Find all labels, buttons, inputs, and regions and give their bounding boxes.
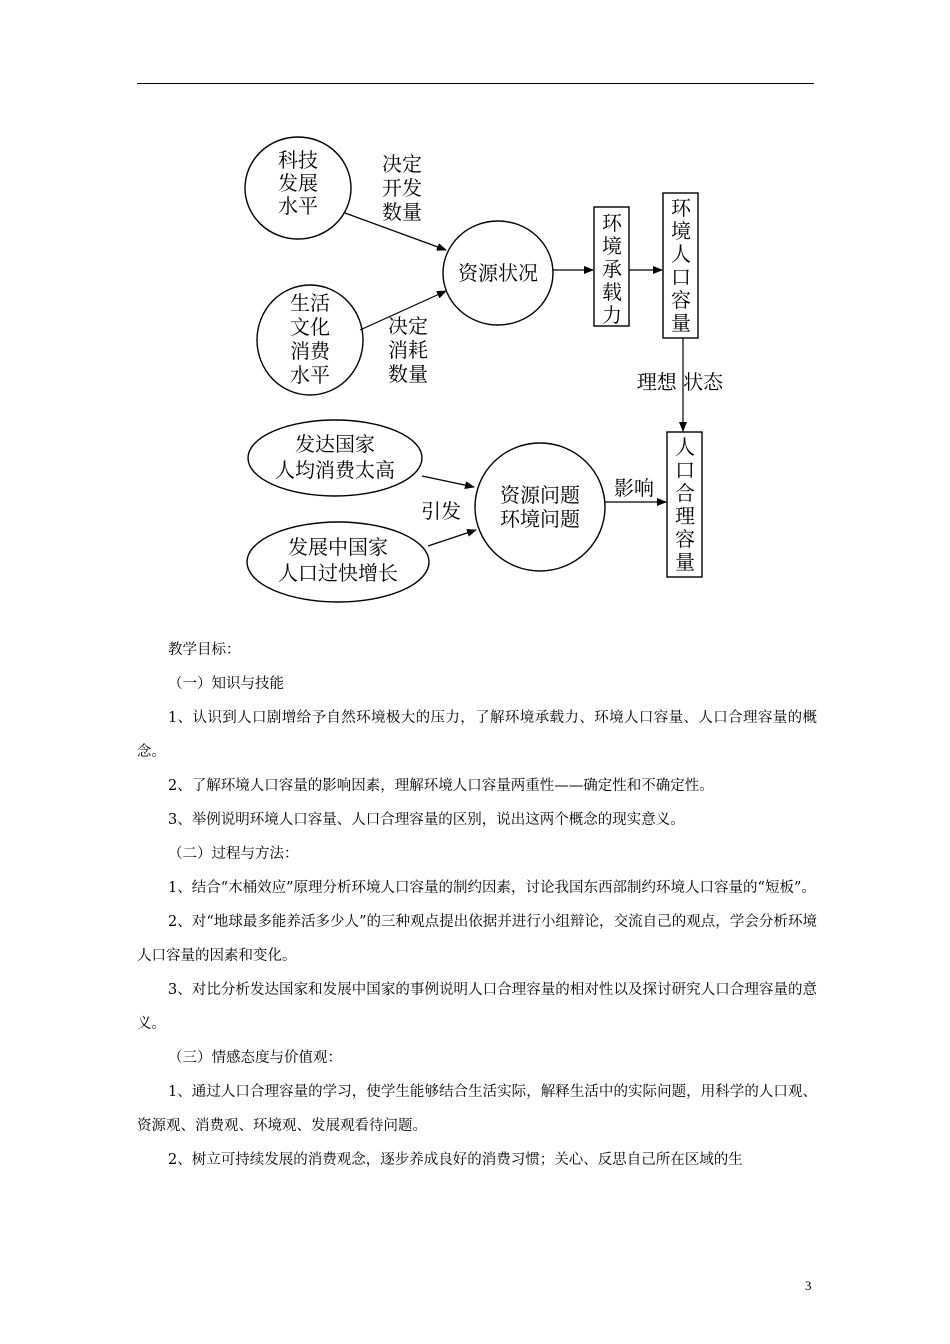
developed-line2: 人均消费太高 bbox=[275, 458, 395, 482]
tech-circle-line3: 水平 bbox=[278, 194, 318, 218]
page-number: 3 bbox=[805, 1278, 812, 1293]
trigger-label: 引发 bbox=[421, 499, 461, 523]
developed-line1: 发达国家 bbox=[295, 432, 375, 456]
section-knowledge: （一）知识与技能 bbox=[168, 676, 284, 692]
influence-label: 影响 bbox=[614, 476, 654, 500]
process-item-3: 3、对比分析发达国家和发展中国家的事例说明人口合理容量的相对性以及探讨研究人口合理容量的意义。 bbox=[137, 982, 817, 1032]
life-circle-line3: 消费 bbox=[290, 339, 330, 363]
section-process: （二）过程与方法： bbox=[168, 846, 299, 862]
reasonable-capacity-label: 人口合理容量 bbox=[675, 435, 695, 574]
arrow-developing-to-problems bbox=[428, 530, 476, 546]
tech-circle-line1: 科技 bbox=[278, 148, 318, 172]
life-circle-line4: 水平 bbox=[290, 363, 330, 387]
values-item-2: 2、树立可持续发展的消费观念，逐步养成良好的消费习惯；关心、反思自己所在区域的生 bbox=[168, 1152, 743, 1168]
teaching-objectives bbox=[137, 633, 817, 1177]
knowledge-item-1: 1、认识到人口剧增给予自然环境极大的压力，了解环境承载力、环境人口容量、人口合理容量的概念。 bbox=[137, 710, 817, 760]
process-item-2: 2、对“地球最多能养活多少人”的三种观点提出依据并进行小组辩论，交流自己的观点，学会分析环境人口容量的因素和变化。 bbox=[137, 914, 817, 964]
env-pop-capacity-label: 环境人口容量 bbox=[671, 196, 691, 335]
life-circle-line1: 生活 bbox=[290, 291, 330, 315]
ideal-state-label: 理想 状态 bbox=[636, 370, 724, 394]
developing-line2: 人口过快增长 bbox=[278, 561, 398, 585]
problems-line1: 资源问题 bbox=[500, 483, 580, 507]
decide-consume-line2: 消耗 bbox=[388, 338, 428, 362]
carrying-capacity-label: 环境承载力 bbox=[602, 211, 622, 327]
values-item-1: 1、通过人口合理容量的学习，使学生能够结合生活实际，解释生活中的实际问题，用科学的人口观、资源观、消费观、环境观、发展观看待问题。 bbox=[137, 1084, 817, 1134]
decide-dev-line2: 开发 bbox=[382, 176, 422, 200]
life-circle-line2: 文化 bbox=[290, 315, 330, 339]
developing-line1: 发展中国家 bbox=[288, 535, 388, 559]
tech-circle-line2: 发展 bbox=[278, 171, 318, 195]
decide-consume-line3: 数量 bbox=[388, 362, 428, 386]
decide-dev-line1: 决定 bbox=[382, 152, 422, 176]
section-values: （三）情感态度与价值观： bbox=[168, 1050, 342, 1066]
population-capacity-diagram bbox=[0, 0, 950, 620]
arrow-developed-to-problems bbox=[422, 476, 474, 487]
resource-status-label: 资源状况 bbox=[458, 261, 538, 285]
knowledge-item-3: 3、举例说明环境人口容量、人口合理容量的区别，说出这两个概念的现实意义。 bbox=[168, 812, 685, 828]
problems-line2: 环境问题 bbox=[500, 507, 580, 531]
decide-dev-line3: 数量 bbox=[382, 200, 422, 224]
objectives-heading: 教学目标： bbox=[168, 642, 241, 658]
knowledge-item-2: 2、了解环境人口容量的影响因素，理解环境人口容量两重性——确定性和不确定性。 bbox=[168, 778, 714, 794]
decide-consume-line1: 决定 bbox=[388, 314, 428, 338]
process-item-1: 1、结合“木桶效应”原理分析环境人口容量的制约因素，讨论我国东西部制约环境人口容量的“短板”。 bbox=[168, 880, 816, 896]
